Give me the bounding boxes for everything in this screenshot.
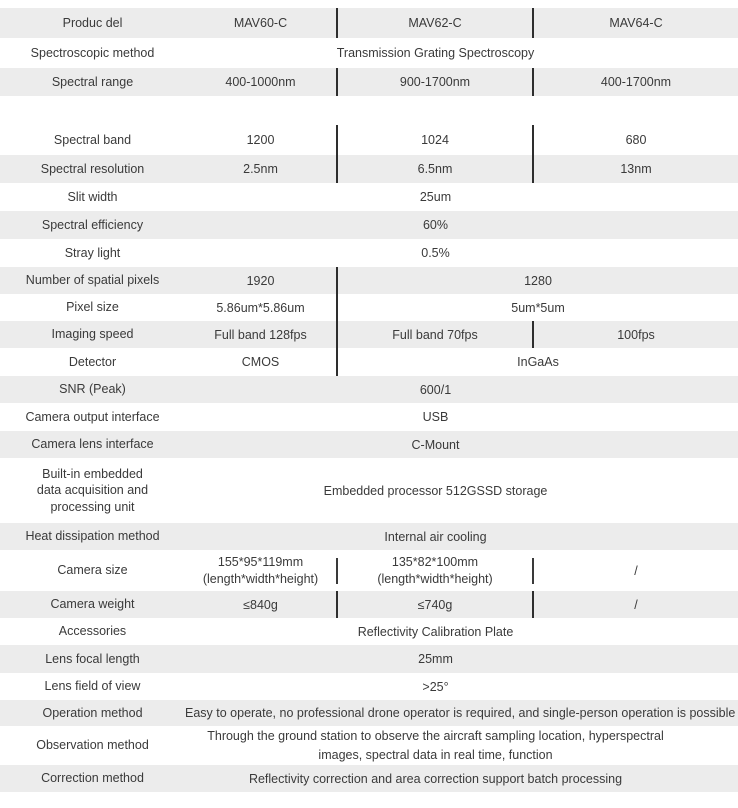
row-slit-width xyxy=(0,183,738,211)
row-value: 400-1000nm xyxy=(225,75,296,89)
spacer-row xyxy=(0,96,738,125)
row-stray-light xyxy=(0,239,738,267)
row-value: Easy to operate, no professional drone operator is required, and single-person operation is possible xyxy=(185,706,736,720)
row-label: Accessories xyxy=(58,624,127,639)
row-value-mav62: MAV62-C xyxy=(408,16,462,30)
row-detector xyxy=(0,348,738,376)
row-label: Lens focal length xyxy=(45,651,140,666)
row-product-model xyxy=(0,8,738,38)
row-value: 1200 xyxy=(246,133,275,147)
row-label: Spectral efficiency xyxy=(41,217,144,232)
row-value: 5.86um*5.86um xyxy=(216,300,305,315)
row-pixel-size xyxy=(0,294,738,321)
row-builtin-unit xyxy=(0,458,738,523)
row-value: 900-1700nm xyxy=(399,75,471,89)
row-value: 1024 xyxy=(421,133,449,147)
row-label: Operation method xyxy=(42,705,143,720)
row-value: / xyxy=(634,563,638,578)
row-label: Stray light xyxy=(64,245,121,260)
row-label: Produc del xyxy=(62,15,123,30)
row-value: 600/1 xyxy=(419,382,452,397)
row-label: Number of spatial pixels xyxy=(25,273,160,288)
row-label: Spectral resolution xyxy=(40,161,145,176)
row-spectroscopic-method xyxy=(0,38,738,68)
row-spectral-efficiency xyxy=(0,211,738,239)
row-imaging-speed xyxy=(0,321,738,348)
row-label: Lens field of view xyxy=(44,679,141,694)
row-value: Full band 70fps xyxy=(392,327,478,342)
row-camera-output-interface xyxy=(0,403,738,431)
row-value: 1920 xyxy=(246,273,275,288)
row-value: 13nm xyxy=(620,162,652,176)
row-value: 680 xyxy=(625,133,647,147)
row-value-mav64: MAV64-C xyxy=(609,16,663,30)
row-value: Transmission Grating Spectroscopy xyxy=(336,46,535,60)
row-observation-method xyxy=(0,726,738,765)
row-value: C-Mount xyxy=(411,437,460,452)
row-label: Camera output interface xyxy=(25,409,160,424)
row-lens-focal-length xyxy=(0,645,738,673)
row-camera-size xyxy=(0,550,738,591)
row-label: Built-in embedded data acquisition and processing unit xyxy=(36,467,149,514)
row-value: >25° xyxy=(422,679,449,694)
row-spectral-range xyxy=(0,68,738,96)
row-label: Slit width xyxy=(67,189,118,204)
row-label: Observation method xyxy=(36,738,149,753)
row-label: Pixel size xyxy=(66,300,119,315)
row-label: Camera weight xyxy=(50,597,135,612)
row-value: / xyxy=(634,597,638,612)
row-spatial-pixels xyxy=(0,267,738,294)
row-accessories xyxy=(0,618,738,645)
row-value: USB xyxy=(422,410,449,424)
row-value-mav60: MAV60-C xyxy=(233,16,288,30)
row-value: CMOS xyxy=(241,355,280,369)
row-value: 60% xyxy=(422,218,449,232)
row-label: Camera size xyxy=(57,563,128,578)
row-operation-method xyxy=(0,700,738,726)
row-label: Imaging speed xyxy=(51,327,134,342)
row-value: ≤740g xyxy=(417,597,453,612)
row-value: 6.5nm xyxy=(417,162,453,176)
row-value: Internal air cooling xyxy=(384,529,487,544)
row-value: 100fps xyxy=(617,327,655,342)
row-label: SNR (Peak) xyxy=(59,382,126,397)
row-value: Reflectivity Calibration Plate xyxy=(357,624,514,639)
row-label: Heat dissipation method xyxy=(25,529,160,544)
row-label: Spectral band xyxy=(53,132,132,147)
row-value: Embedded processor 512GSSD storage xyxy=(323,483,548,498)
row-value: ≤840g xyxy=(243,597,278,612)
row-value: Full band 128fps xyxy=(214,327,307,342)
row-label: Detector xyxy=(68,354,117,369)
row-value: 25mm xyxy=(418,652,453,666)
row-spectral-band xyxy=(0,125,738,155)
row-value: 400-1700nm xyxy=(600,75,672,89)
row-value: 1280 xyxy=(524,273,552,288)
row-value: Through the ground station to observe the aircraft sampling location, hyperspectral images, spectral data in real time, function xyxy=(207,729,664,762)
spec-table xyxy=(0,8,738,792)
row-lens-field-of-view xyxy=(0,673,738,700)
row-label: Camera lens interface xyxy=(31,437,154,452)
row-spectral-resolution xyxy=(0,155,738,183)
row-value: 2.5nm xyxy=(243,162,278,176)
row-value: 5um*5um xyxy=(511,300,565,315)
row-value: InGaAs xyxy=(517,355,559,369)
row-label: Spectroscopic method xyxy=(30,45,155,60)
row-correction-method xyxy=(0,765,738,792)
row-value: Reflectivity correction and area correction support batch processing xyxy=(248,771,623,786)
row-label: Correction method xyxy=(41,771,144,786)
row-camera-weight xyxy=(0,591,738,618)
row-heat-dissipation xyxy=(0,523,738,550)
row-value: 25um xyxy=(419,190,452,204)
row-camera-lens-interface xyxy=(0,431,738,458)
row-label: Spectral range xyxy=(51,74,134,89)
row-value: 155*95*119mm (length*width*height) xyxy=(202,555,319,586)
row-value: 0.5% xyxy=(421,246,450,260)
row-value: 135*82*100mm (length*width*height) xyxy=(377,555,493,586)
row-snr xyxy=(0,376,738,403)
